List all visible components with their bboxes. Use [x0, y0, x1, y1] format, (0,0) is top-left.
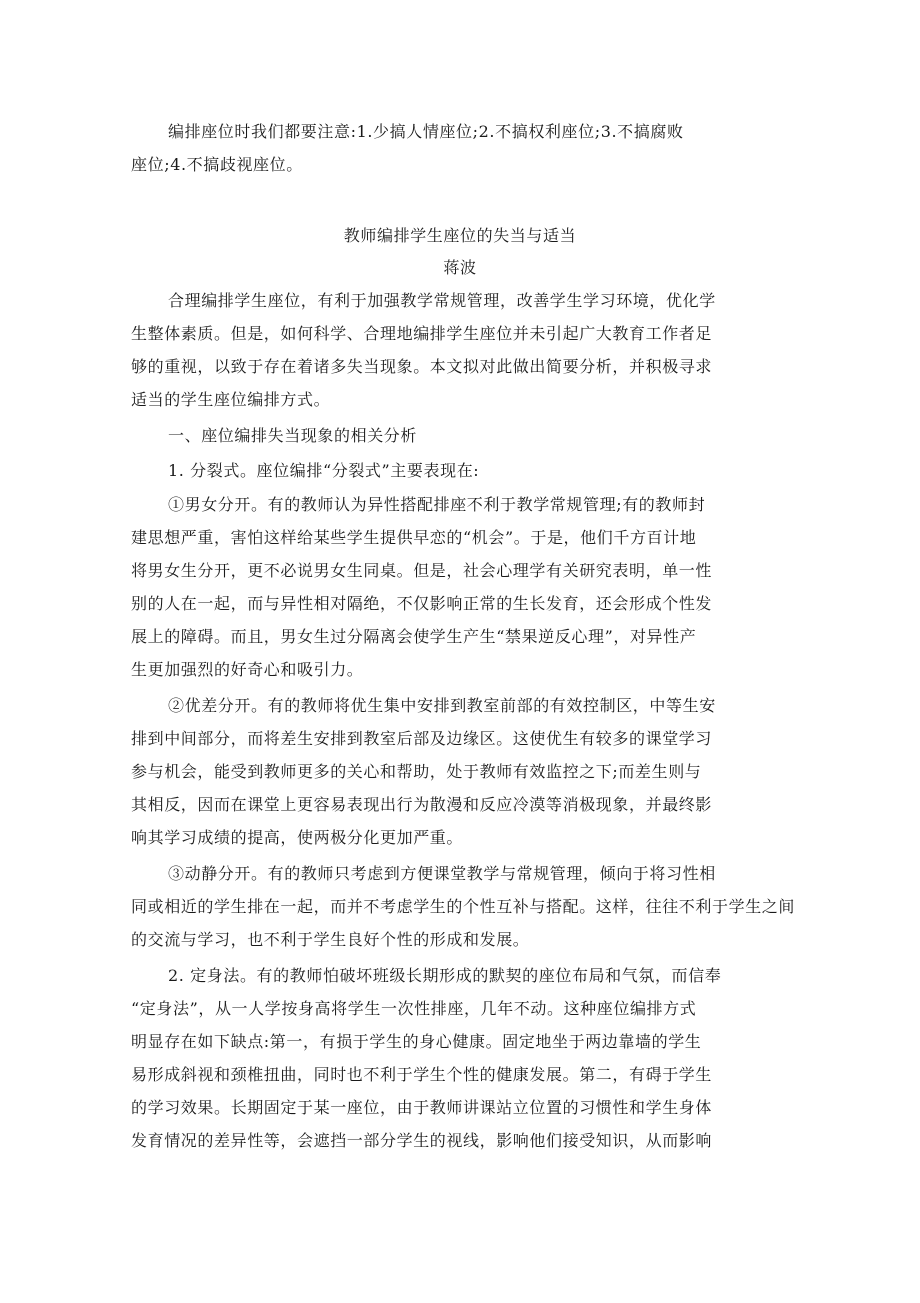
body-line-13: ②优差分开。有的教师将优生集中安排到教室前部的有效控制区，中等生安: [168, 696, 716, 715]
body-line-24: 易形成斜视和颈椎扭曲，同时也不利于学生个性的健康发展。第二，有碍于学生: [131, 1065, 713, 1084]
body-line-2: 生整体素质。但是，如何科学、合理地编排学生座位并未引起广大教育工作者足: [131, 324, 713, 343]
intro-line-2: 座位;4.不搞歧视座位。: [131, 155, 303, 174]
body-line-9: 将男女生分开，更不必说男女生同桌。但是，社会心理学有关研究表明，单一性: [131, 561, 713, 580]
body-line-26: 发育情况的差异性等，会遮挡一部分学生的视线，影响他们接受知识，从而影响: [131, 1131, 713, 1150]
body-line-14: 排到中间部分，而将差生安排到教室后部及边缘区。这使优生有较多的课堂学习: [131, 729, 713, 748]
subsection-heading-1: 1. 分裂式。座位编排“分裂式”主要表现在:: [168, 461, 480, 480]
intro-line-1: 编排座位时我们都要注意:1.少搞人情座位;2.不搞权利座位;3.不搞腐败: [168, 122, 684, 141]
article-author: 蒋波: [443, 258, 477, 277]
body-line-18: ③动静分开。有的教师只考虑到方便课堂教学与常规管理，倾向于将习性相: [168, 864, 716, 883]
article-title: 教师编排学生座位的失当与适当: [343, 226, 577, 245]
subsection-heading-2: 2. 定身法。有的教师怕破坏班级长期形成的默契的座位布局和气氛，而信奉: [168, 966, 722, 985]
body-line-11: 展上的障碍。而且，男女生过分隔离会使学生产生“禁果逆反心理”，对异性产: [131, 627, 697, 646]
body-line-20: 的交流与学习，也不利于学生良好个性的形成和发展。: [131, 930, 530, 949]
body-line-19: 同或相近的学生排在一起，而并不考虑学生的个性互补与搭配。这样，往往不利于学生之间: [131, 897, 796, 916]
body-line-25: 的学习效果。长期固定于某一座位，由于教师讲课站立位置的习惯性和学生身体: [131, 1098, 713, 1117]
body-line-15: 参与机会，能受到教师更多的关心和帮助，处于教师有效监控之下;而差生则与: [131, 762, 702, 781]
body-line-23: 明显存在如下缺点:第一，有损于学生的身心健康。固定地坐于两边靠墙的学生: [131, 1032, 702, 1051]
body-line-16: 其相反，因而在课堂上更容易表现出行为散漫和反应冷漠等消极现象，并最终影: [131, 795, 713, 814]
body-line-22: “定身法”，从一人学按身高将学生一次性排座，几年不动。这种座位编排方式: [131, 999, 697, 1018]
body-line-8: 建思想严重，害怕这样给某些学生提供早恋的“机会”。于是，他们千方百计地: [131, 528, 697, 547]
body-line-4: 适当的学生座位编排方式。: [131, 390, 331, 409]
body-line-12: 生更加强烈的好奇心和吸引力。: [131, 660, 364, 679]
body-line-1: 合理编排学生座位，有利于加强教学常规管理，改善学生学习环境，优化学: [168, 291, 716, 310]
section-heading-1: 一、座位编排失当现象的相关分析: [168, 426, 418, 445]
body-line-7: ①男女分开。有的教师认为异性搭配排座不利于教学常规管理;有的教师封: [168, 495, 706, 514]
body-line-17: 响其学习成绩的提高，使两极分化更加严重。: [131, 828, 464, 847]
body-line-10: 别的人在一起，而与异性相对隔绝，不仅影响正常的生长发育，还会形成个性发: [131, 594, 713, 613]
body-line-3: 够的重视，以致于存在着诸多失当现象。本文拟对此做出简要分析，并积极寻求: [131, 357, 713, 376]
